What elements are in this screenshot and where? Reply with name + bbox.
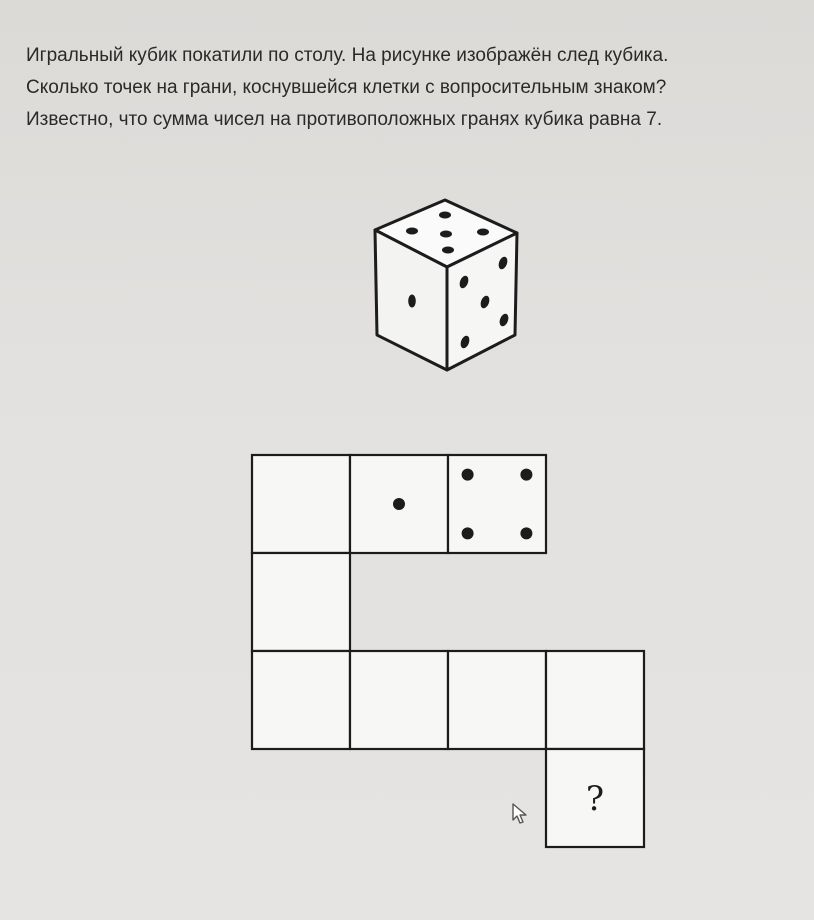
pip	[520, 527, 532, 539]
trail-cell-3	[448, 455, 546, 553]
trail-cell-border	[546, 651, 644, 749]
trail-cell-4	[252, 553, 350, 651]
trail-cell-border	[350, 651, 448, 749]
pip	[393, 498, 405, 510]
cube-left-pips	[408, 295, 416, 308]
problem-line-1: Игральный кубик покатили по столу. На рисунке изображён след кубика.	[26, 45, 669, 66]
trail-cell-border	[252, 651, 350, 749]
trail-cell-8	[546, 651, 644, 749]
trail-cell-9	[546, 749, 644, 847]
trail-cell-border	[252, 553, 350, 651]
pip	[408, 295, 416, 308]
trail-cell-border	[448, 651, 546, 749]
question-mark-label: ?	[585, 779, 605, 819]
problem-line-3: Известно, что сумма чисел на противоположных гранях кубика равна 7.	[26, 109, 663, 130]
pip	[462, 469, 474, 481]
mouse-cursor-icon	[510, 802, 530, 826]
trail-cell-5	[252, 651, 350, 749]
die-cube-illustration	[365, 195, 535, 380]
trail-cell-2	[350, 455, 448, 553]
pip	[439, 212, 451, 219]
pip	[440, 231, 452, 238]
pip	[462, 527, 474, 539]
trail-cell-border	[252, 455, 350, 553]
problem-text	[26, 40, 806, 136]
trail-cell-border	[448, 455, 546, 553]
pip	[477, 229, 489, 236]
trail-cell-6	[350, 651, 448, 749]
problem-line-2: Сколько точек на грани, коснувшейся клетки с вопросительным знаком?	[26, 77, 667, 98]
pip	[442, 247, 454, 254]
trail-cell-7	[448, 651, 546, 749]
pip	[406, 228, 418, 235]
pip	[520, 469, 532, 481]
trail-cell-1	[252, 455, 350, 553]
die-trail-grid	[240, 445, 660, 855]
